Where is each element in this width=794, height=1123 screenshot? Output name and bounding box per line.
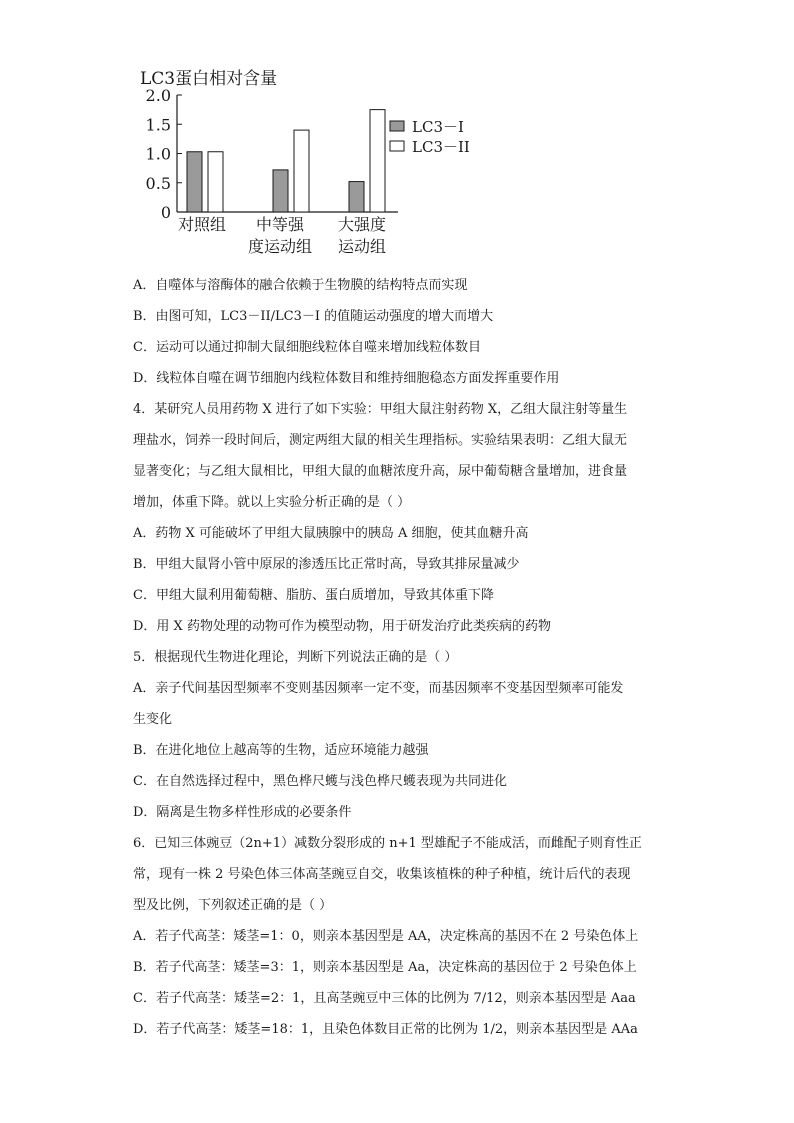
y-tick-label: 2.0 — [145, 86, 171, 105]
bar-lc3-i — [349, 182, 364, 212]
q5-option-a: A．亲子代间基因型频率不变则基因频率一定不变，而基因频率不变基因型频率可能发 — [133, 681, 624, 696]
y-tick-label: 1.0 — [145, 144, 171, 164]
x-category-label: 度运动组 — [247, 237, 313, 256]
y-tick-label: 0 — [160, 203, 171, 222]
q4-stem-line: 4．某研究人员用药物 X 进行了如下实验：甲组大鼠注射药物 X，乙组大鼠注射等量生 — [133, 402, 628, 417]
x-category-label: 中等强 — [255, 215, 305, 234]
q4-option-c: C．甲组大鼠利用葡萄糖、脂肪、蛋白质增加，导致其体重下降 — [133, 588, 494, 603]
question-content — [133, 270, 663, 1045]
q4-option-a: A．药物 X 可能破坏了甲组大鼠胰腺中的胰岛 A 细胞，使其血糖升高 — [133, 526, 529, 541]
legend-swatch — [390, 121, 404, 131]
q4-stem-line: 理盐水，饲养一段时间后，测定两组大鼠的相关生理指标。实验结果表明：乙组大鼠无 — [133, 433, 628, 448]
q3-option-b: B．由图可知，LC3－II/LC3－I 的值随运动强度的增大而增大 — [133, 309, 494, 324]
q6-option-a: A．若子代高茎：矮茎=1：0，则亲本基因型是 AA，决定株高的基因不在 2 号染色体上 — [133, 929, 639, 944]
question-5 — [133, 642, 663, 828]
lc3-bar-chart — [130, 62, 500, 262]
question-4 — [133, 394, 663, 642]
q3-option-d: D．线粒体自噬在调节细胞内线粒体数目和维持细胞稳态方面发挥重要作用 — [133, 371, 560, 386]
q4-stem-line: 增加，体重下降。就以上实验分析正确的是（ ） — [133, 495, 411, 510]
question-6 — [133, 828, 663, 1045]
q5-option-b: B．在进化地位上越高等的生物，适应环境能力越强 — [133, 743, 429, 758]
x-category-label: 运动组 — [337, 237, 387, 256]
chart-svg — [130, 62, 500, 262]
x-category-label: 大强度 — [337, 215, 387, 234]
legend-label: LC3－I — [412, 118, 464, 136]
q5-option-d: D．隔离是生物多样性形成的必要条件 — [133, 805, 352, 820]
q4-stem-line: 显著变化；与乙组大鼠相比，甲组大鼠的血糖浓度升高，尿中葡萄糖含量增加，进食量 — [133, 464, 628, 479]
q6-option-c: C．若子代高茎：矮茎=2：1，且高茎豌豆中三体的比例为 7/12，则亲本基因型是 Aaa — [133, 991, 636, 1006]
q6-stem-line: 型及比例，下列叙述正确的是（ ） — [133, 898, 333, 913]
q3-option-a: A．自噬体与溶酶体的融合依赖于生物膜的结构特点而实现 — [133, 278, 468, 293]
bar-lc3-ii — [370, 110, 385, 212]
q5-option-c: C．在自然选择过程中，黑色桦尺蠖与浅色桦尺蠖表现为共同进化 — [133, 774, 507, 789]
q3-option-c: C．运动可以通过抑制大鼠细胞线粒体自噬来增加线粒体数目 — [133, 340, 481, 355]
legend-swatch — [390, 141, 404, 151]
q6-stem-line: 6．已知三体豌豆（2n+1）减数分裂形成的 n+1 型雄配子不能成活，而雌配子则育性正 — [133, 836, 642, 851]
q5-stem-line: 5．根据现代生物进化理论，判断下列说法正确的是（ ） — [133, 650, 458, 665]
x-category-label: 对照组 — [177, 215, 227, 234]
bar-lc3-i — [187, 152, 202, 212]
legend-label: LC3－II — [412, 138, 470, 156]
q4-option-b: B．甲组大鼠肾小管中原尿的渗透压比正常时高，导致其排尿量减少 — [133, 557, 520, 572]
bar-lc3-ii — [208, 152, 223, 212]
q5-option-a-continued: 生变化 — [133, 712, 173, 727]
q6-option-d: D．若子代高茎：矮茎=18：1，且染色体数目正常的比例为 1/2，则亲本基因型是 AAa — [133, 1022, 638, 1037]
q3-options — [133, 270, 663, 394]
y-axis-label: LC3蛋白相对含量 — [140, 69, 278, 89]
y-tick-label: 0.5 — [145, 173, 171, 193]
bar-lc3-i — [273, 170, 288, 212]
q6-option-b: B．若子代高茎：矮茎=3：1，则亲本基因型是 Aa，决定株高的基因位于 2 号染色体上 — [133, 960, 637, 975]
bar-lc3-ii — [294, 130, 309, 212]
q4-option-d: D．用 X 药物处理的动物可作为模型动物，用于研发治疗此类疾病的药物 — [133, 619, 551, 634]
y-tick-label: 1.5 — [145, 115, 171, 135]
q6-stem-line: 常，现有一株 2 号染色体三体高茎豌豆自交，收集该植株的种子种植，统计后代的表现 — [133, 867, 631, 882]
